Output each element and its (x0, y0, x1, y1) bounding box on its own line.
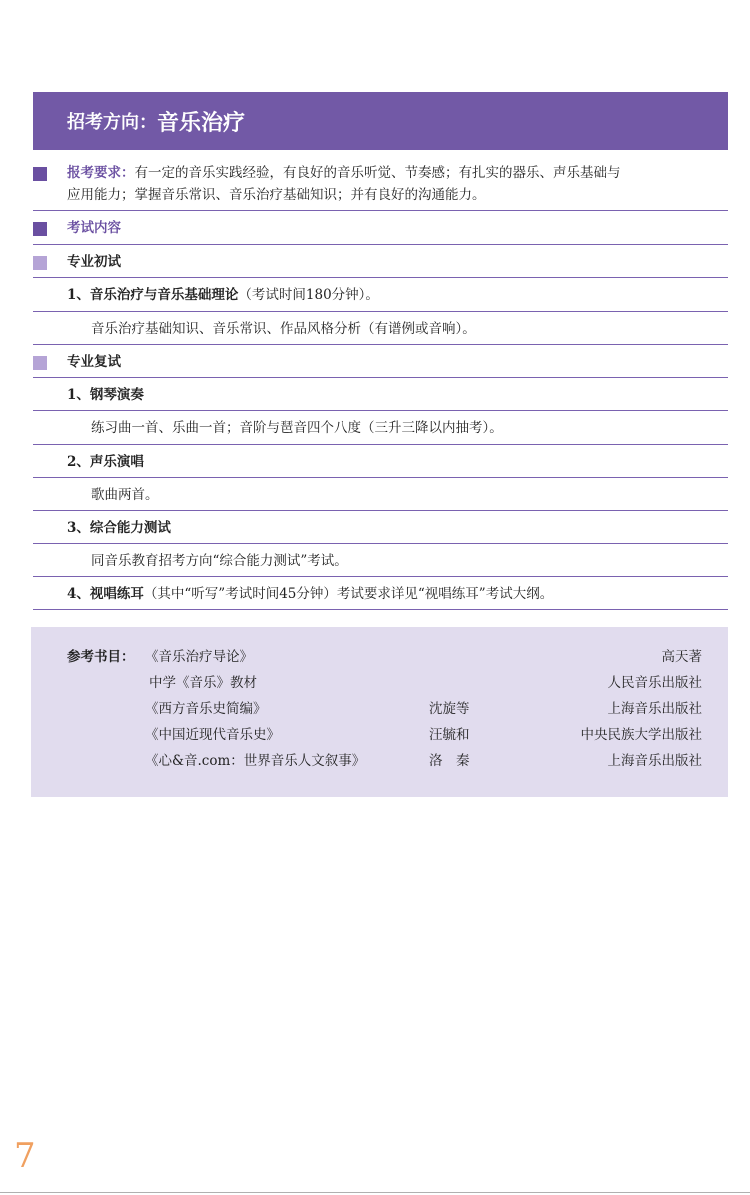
reference-book-publisher: 上海音乐出版社 (607, 753, 702, 769)
retest-item-1 (33, 378, 728, 411)
reference-book-title: 《西方音乐史简编》 (145, 701, 267, 717)
retest-item-3-detail-text: 同音乐教育招考方向“综合能力测试”考试。 (91, 553, 348, 569)
retest-item-4-title: 4、视唱练耳 (67, 586, 144, 602)
retest-item-2-detail (33, 478, 728, 511)
reference-book-row (31, 748, 728, 774)
requirements-text-1: 有一定的音乐实践经验，有良好的音乐听觉、节奏感；有扎实的器乐、声乐基础与 (134, 165, 621, 181)
reference-book-publisher: 人民音乐出版社 (607, 675, 702, 691)
square-bullet-icon (33, 356, 47, 370)
reference-book-row (31, 696, 728, 722)
section-header-title: 音乐治疗 (157, 109, 246, 136)
square-bullet-icon (33, 167, 47, 181)
reference-book-author: 沈旋等 (429, 701, 470, 717)
retest-item-4-note: （其中“听写”考试时间45分钟）考试要求详见“视唱练耳”考试大纲。 (143, 586, 554, 602)
exam-info-list (33, 158, 728, 610)
requirements-label: 报考要求： (67, 165, 135, 181)
reference-book-title: 《心&音.com：世界音乐人文叙事》 (145, 753, 366, 769)
reference-book-title: 《中国近现代音乐史》 (145, 727, 280, 743)
preliminary-row (33, 245, 728, 278)
retest-row (33, 345, 728, 378)
reference-books-panel (31, 627, 728, 797)
preliminary-label: 专业初试 (67, 254, 121, 270)
retest-label: 专业复试 (67, 354, 121, 370)
requirements-row (33, 158, 728, 211)
section-header-prefix: 招考方向： (67, 112, 157, 133)
page-number: 7 (14, 1136, 36, 1176)
reference-book-title: 中学《音乐》教材 (149, 675, 257, 691)
preliminary-item-1-note: （考试时间180分钟）。 (238, 287, 379, 303)
square-bullet-icon (33, 222, 47, 236)
retest-item-2-title: 2、声乐演唱 (67, 454, 144, 470)
exam-content-label: 考试内容 (67, 220, 121, 236)
references-label: 参考书目： (67, 649, 135, 665)
preliminary-item-1-detail (33, 312, 728, 345)
reference-book-publisher: 中央民族大学出版社 (580, 727, 702, 743)
requirements-text-2: 应用能力；掌握音乐常识、音乐治疗基础知识；并有良好的沟通能力。 (67, 187, 486, 203)
reference-book-author: 洛 秦 (429, 753, 470, 769)
preliminary-item-1-detail-text: 音乐治疗基础知识、音乐常识、作品风格分析（有谱例或音响）。 (91, 321, 476, 337)
reference-book-row (31, 722, 728, 748)
reference-book-title: 《音乐治疗导论》 (145, 649, 253, 665)
retest-item-4 (33, 577, 728, 610)
retest-item-2-detail-text: 歌曲两首。 (91, 487, 159, 503)
reference-book-row (31, 670, 728, 696)
square-bullet-icon (33, 256, 47, 270)
retest-item-3 (33, 511, 728, 544)
bottom-divider (0, 1192, 750, 1193)
retest-item-1-detail (33, 411, 728, 445)
preliminary-item-1-title: 1、音乐治疗与音乐基础理论 (67, 287, 239, 303)
reference-book-publisher: 高天著 (661, 649, 702, 665)
preliminary-item-1 (33, 278, 728, 312)
retest-item-1-detail-text: 练习曲一首、乐曲一首；音阶与琶音四个八度（三升三降以内抽考）。 (91, 420, 503, 436)
reference-book-author: 汪毓和 (429, 727, 470, 743)
retest-item-2 (33, 445, 728, 478)
reference-book-publisher: 上海音乐出版社 (607, 701, 702, 717)
retest-item-3-title: 3、综合能力测试 (67, 520, 171, 536)
retest-item-3-detail (33, 544, 728, 577)
retest-item-1-title: 1、钢琴演奏 (67, 387, 144, 403)
reference-book-row (31, 644, 728, 670)
section-header (33, 92, 728, 150)
exam-content-row (33, 211, 728, 245)
